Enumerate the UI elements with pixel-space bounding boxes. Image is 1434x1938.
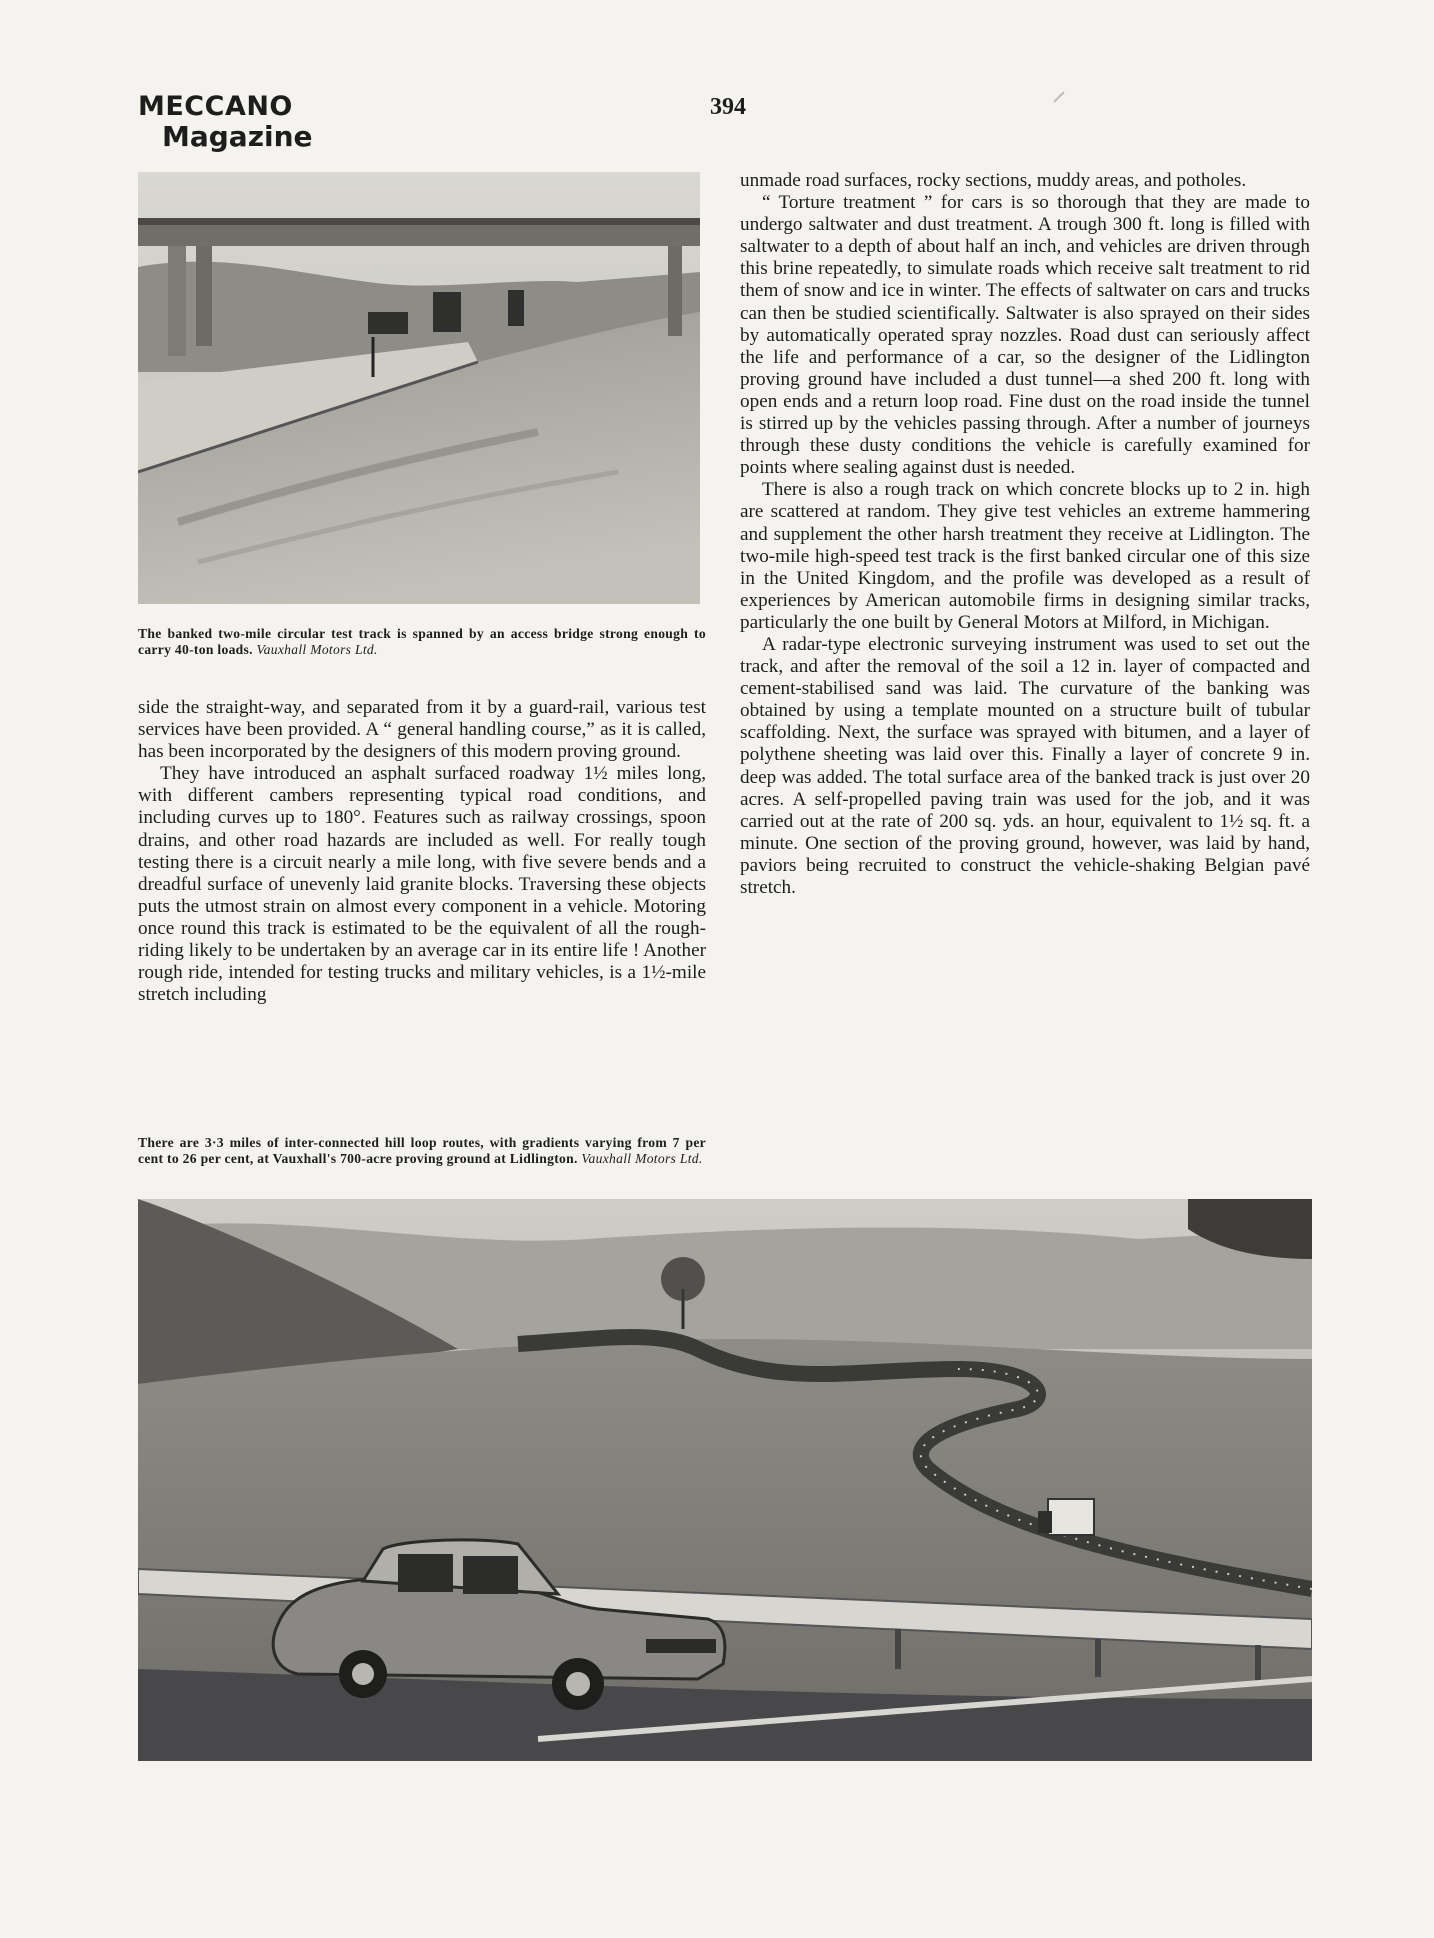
paragraph: There is also a rough track on which concrete blocks up to 2 in. high are scattered at random. They give test vehicles an extreme hammering and supplement the other harsh treatment they receive at Lidlington. The two-mile high-speed test track is the first banked circular one of this size in the United Kingdom, and the profile was developed as a result of experiences by American automobile firms in designing similar tracks, particularly the one built by General Motors at Milford, in Michigan. — [740, 479, 1310, 633]
article-right-column — [740, 170, 1310, 899]
hill-loop-photo — [138, 1199, 1312, 1761]
hill-loop-credit: Vauxhall Motors Ltd. — [581, 1150, 703, 1166]
hill-loop-illustration — [138, 1199, 1312, 1761]
hill-loop-caption — [138, 1135, 706, 1166]
page-number: 394 — [710, 94, 746, 120]
paragraph: unmade road surfaces, rocky sections, muddy areas, and potholes. — [740, 170, 1247, 191]
hill-loop-caption-text: There are 3·3 miles of inter-connected hill loop routes, with gradients varying from 7 per cent to 26 per cent, at Vauxhall's 700-acre proving ground at Lidlington. — [138, 1135, 706, 1166]
masthead — [138, 92, 313, 152]
paragraph: side the straight-way, and separated from it by a guard-rail, various test services have been provided. A “ general handling course,” as it is called, has been incorporated by the designers of this modern proving ground. — [138, 697, 706, 763]
masthead-title: MECCANO — [138, 91, 293, 122]
top-photo-caption-text: The banked two-mile circular test track is spanned by an access bridge strong enough to carry 40-ton loads. — [138, 626, 706, 657]
paragraph: A radar-type electronic surveying instrument was used to set out the track, and after the removal of the soil a 12 in. layer of compacted and cement-stabilised sand was laid. The curvature of the banking was obtained by using a template mounted on a structure built of tubular scaffolding. Next, the surface was sprayed with bitumen, and a layer of polythene sheeting was laid over this. Finally a layer of concrete 9 in. deep was added. The total surface area of the banked track is just over 20 acres. A self-propelled paving train was used for the job, and it was carried out at the rate of 200 sq. yds. an hour, equivalent to 1½ sq. ft. a minute. One section of the proving ground, however, was laid by hand, paviors being recruited to construct the vehicle-shaking Belgian pavé stretch. — [740, 633, 1310, 898]
top-photo-caption — [138, 626, 706, 657]
pencil-mark — [1053, 91, 1064, 102]
top-photo-credit: Vauxhall Motors Ltd. — [256, 641, 378, 657]
banked-track-photo — [138, 172, 700, 604]
paragraph: They have introduced an asphalt surfaced roadway 1½ miles long, with different cambers representing typical road conditions, and including curves up to 180°. Features such as railway crossings, spoon drains, and other road hazards are included as well. For really tough testing there is a circuit nearly a mile long, with five severe bends and a dreadful surface of unevenly laid granite blocks. Traversing these objects puts the utmost strain on almost every component in a vehicle. Motoring once round this track is estimated to be the equivalent of all the rough-riding likely to be undertaken by an average car in its entire life ! Another rough ride, intended for testing trucks and military vehicles, is a 1½-mile stretch including — [138, 763, 706, 1006]
banked-track-illustration — [138, 172, 700, 604]
article-left-column — [138, 697, 706, 1006]
masthead-subtitle: Magazine — [162, 120, 313, 153]
paragraph: “ Torture treatment ” for cars is so thorough that they are made to undergo saltwater and dust treatment. A trough 300 ft. long is filled with saltwater to a depth of about half an inch, and vehicles are driven through this brine repeatedly, to simulate roads which receive salt treatment to rid them of snow and ice in winter. The effects of saltwater on cars and trucks can then be studied scientifically. Saltwater is also sprayed on their sides by automatically operated spray nozzles. Road dust can seriously affect the life and performance of a car, so the designer of the Lidlington proving ground have included a dust tunnel—a shed 200 ft. long with open ends and a return loop road. Fine dust on the road inside the tunnel is stirred up by the vehicles passing through. After a number of journeys through these dusty conditions the vehicle is carefully examined for points where sealing against dust is needed. — [740, 192, 1310, 479]
